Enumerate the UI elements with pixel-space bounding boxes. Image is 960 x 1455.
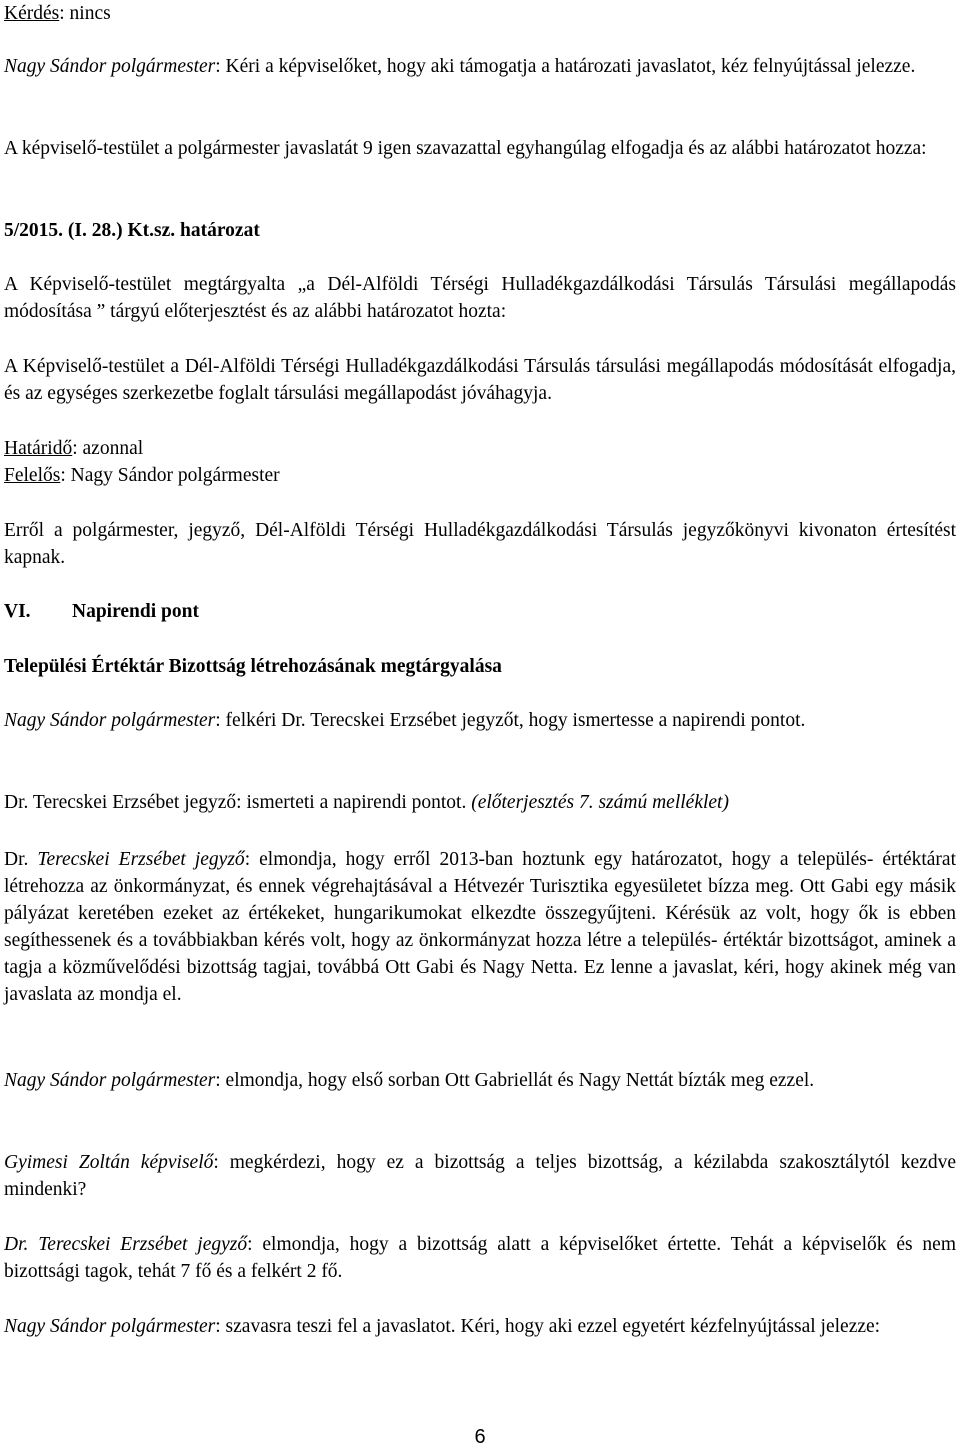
speaker-mayor: Nagy Sándor polgármester [4,710,216,731]
mayor-request-paragraph [4,53,956,80]
question-text: : nincs [59,3,111,24]
resolution-number: 5/2015. (I. 28.) Kt.sz. határozat [4,220,260,241]
notary-explains-paragraph [4,846,956,1008]
deadline-line [4,435,956,462]
notary-explains-text: : elmondja, hogy erről 2013-ban hoztunk egy határozatot, hogy a település- értéktárat létrehozza az önkormányzat, és ennek végrehajtásával a Hétvezér Turisztika egyesületet bízza meg. Ott Gabi egy másik pályázat keretében ezeket az értékeket, hungarikumokat elkezdte összegyűjteni. Kérésük az volt, hogy ők is ebben segíthessenek és a továbbiakban kérés volt, hogy az önkormányzat hozza létre a település- értéktár bizottságot, aminek a tagja a közművelődési bizottság tagjai, továbbá Ott Gabi és Nagy Netta. Ez lenne a javaslat, kéri, hogy akinek még van javaslata az mondja el. [4,849,956,1005]
mayor-request-text: : Kéri a képviselőket, hogy aki támogatja a határozati javaslatot, kéz felnyújtással jelezze. [215,56,916,77]
agenda-item-title: Napirendi pont [72,601,199,622]
speaker-notary: Dr. Terecskei Erzsébet jegyző [4,1234,248,1255]
responsible-label: Felelős [4,465,61,486]
agenda-item-number: VI. [4,601,31,622]
mayor-vote-call-paragraph [4,1313,956,1340]
responsible-text: : Nagy Sándor polgármester [60,465,280,486]
notification-paragraph: Erről a polgármester, jegyző, Dél-Alföldi Térségi Hulladékgazdálkodási Társulás jegyzőkönyvi kivonaton értesítést kapnak. [4,520,956,568]
responsible-line [4,462,956,489]
councillor-question-text: : megkérdezi, hogy ez a bizottság a teljes bizottság, a kézilabda szakosztálytól kezdve mindenki? [4,1152,956,1200]
deadline-label: Határidő [4,438,73,459]
mayor-vote-call-text: : szavasra teszi fel a javaslatot. Kéri, hogy aki ezzel egyetért kézfelnyújtással jelezze: [215,1316,881,1337]
speaker-mayor: Nagy Sándor polgármester [4,56,216,77]
councillor-question-paragraph [4,1149,956,1203]
agenda-subject-heading: Települési Értéktár Bizottság létrehozásának megtárgyalása [4,656,502,677]
notary-presents-text: : ismerteti a napirendi pontot. [236,792,472,813]
mayor-invites-paragraph [4,707,956,734]
deadline-text: : azonnal [72,438,144,459]
notary-presents-paragraph [4,789,956,816]
speaker-mayor: Nagy Sándor polgármester [4,1316,216,1337]
agenda-item-heading [4,598,956,625]
question-label: Kérdés [4,3,60,24]
notary-answer-text: : elmondja, hogy a bizottság alatt a képviselőket értette. Tehát a képviselők és nem bizottsági tagok, tehát 7 fő és a felkért 2 fő. [4,1234,957,1282]
speaker-notary: Terecskei Erzsébet jegyző [37,849,245,870]
mayor-statement-text: : elmondja, hogy első sorban Ott Gabriellát és Nagy Nettát bízták meg ezzel. [215,1070,815,1091]
attachment-note: (előterjesztés 7. számú melléklet) [471,792,729,813]
speaker-councillor: Gyimesi Zoltán képviselő [4,1152,214,1173]
speaker-notary: Dr. Terecskei Erzsébet jegyző [4,792,237,813]
resolution-intro-paragraph: A Képviselő-testület megtárgyalta „a Dél-Alföldi Térségi Hulladékgazdálkodási Társulás Társulási megállapodás módosítása ” tárgyú előterjesztést és az alábbi határozatot hozta: [4,274,956,322]
speaker-notary-title: Dr. [4,849,38,870]
vote-result-paragraph: A képviselő-testület a polgármester javaslatát 9 igen szavazattal egyhangúlag elfogadja és az alábbi határozatot hozza: [4,138,927,159]
resolution-body-paragraph: A Képviselő-testület a Dél-Alföldi Térségi Hulladékgazdálkodási Társulás társulási megállapodás módosítását elfogadja, és az egységes szerkezetbe foglalt társulási megállapodást jóváhagyja. [4,356,956,404]
mayor-invites-text: : felkéri Dr. Terecskei Erzsébet jegyzőt, hogy ismertesse a napirendi pontot. [215,710,806,731]
page-number: 6 [474,1426,486,1448]
notary-answer-paragraph [4,1231,956,1285]
mayor-statement-paragraph [4,1067,956,1094]
speaker-mayor: Nagy Sándor polgármester [4,1070,216,1091]
question-line [4,0,956,27]
